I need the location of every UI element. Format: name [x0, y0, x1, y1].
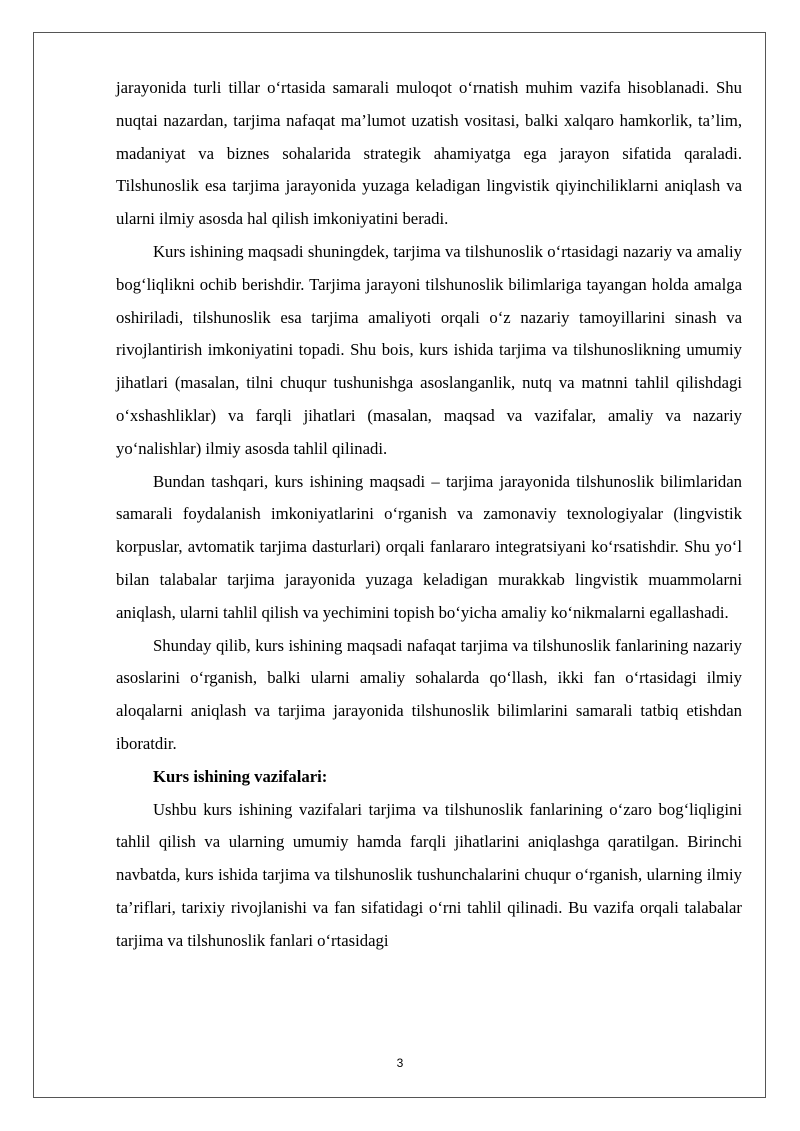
paragraph-additional-goal: Bundan tashqari, kurs ishining maqsadi – tarjima jarayonida tilshunoslik bilimlaridan samarali foydalanish imkoniyatlarini o‘rganish va zamonaviy texnologiyalar (lingvistik korpuslar, avtomatik tarjima dasturlari) orqali fanlararo integratsiyani ko‘rsatishdir. Shu yo‘l bilan talabalar tarjima jarayonida yuzaga keladigan murakkab lingvistik muammolarni aniqlash, ularni tahlil qilish va yechimini topish bo‘yicha amaliy ko‘nikmalarni egallashadi. [116, 471, 742, 622]
paragraph-tasks: Ushbu kurs ishining vazifalari tarjima va tilshunoslik fanlarining o‘zaro bog‘liqligini tahlil qilish va ularning umumiy hamda farqli jihatlarini aniqlashga qaratilgan. Birinchi navbatda, kurs ishida tarjima va tilshunoslik tushunchalarini chuqur o‘rganish, ularning ilmiy ta’riflari, tarixiy rivojlanishi va fan sifatidagi o‘rni tahlil qilinadi. Bu vazifa orqali talabalar tarjima va tilshunoslik fanlari o‘rtasidagi [116, 799, 742, 950]
section-heading-tasks: Kurs ishining vazifalari: [153, 766, 328, 786]
page-number: 3 [396, 1056, 404, 1070]
document-body [116, 72, 742, 958]
paragraph-continuation: jarayonida turli tillar o‘rtasida samarali muloqot o‘rnatish muhim vazifa hisoblanadi. Shu nuqtai nazardan, tarjima nafaqat ma’lumot uzatish vositasi, balki xalqaro hamkorlik, ta’lim, madaniyat va biznes sohalarida strategik ahamiyatga ega jarayon sifatida qaraladi. Tilshunoslik esa tarjima jarayonida yuzaga keladigan lingvistik qiyinchiliklarni aniqlash va ularni ilmiy asosda hal qilish imkoniyatini beradi. [116, 78, 742, 229]
paragraph-conclusion: Shunday qilib, kurs ishining maqsadi nafaqat tarjima va tilshunoslik fanlarining nazariy asoslarini o‘rganish, balki ularni amaliy sohalarda qo‘llash, ikki fan o‘rtasidagi ilmiy aloqalarni aniqlash va tarjima jarayonida tilshunoslik bilimlarini samarali tatbiq etishdan iboratdir. [116, 635, 742, 753]
paragraph-course-goal: Kurs ishining maqsadi shuningdek, tarjima va tilshunoslik o‘rtasidagi nazariy va amaliy bog‘liqlikni ochib berishdir. Tarjima jarayoni tilshunoslik bilimlariga tayangan holda amalga oshiriladi, tilshunoslik esa tarjima amaliyoti orqali o‘z nazariy tamoyillarini sinash va rivojlantirish imkoniyatini topadi. Shu bois, kurs ishida tarjima va tilshunoslikning umumiy jihatlari (masalan, tilni chuqur tushunishga asoslanganlik, nutq va matnni tahlil qilishdagi o‘xshashliklar) va farqli jihatlari (masalan, maqsad va vazifalar, amaliy va nazariy yo‘nalishlar) ilmiy asosda tahlil qilinadi. [116, 241, 742, 458]
